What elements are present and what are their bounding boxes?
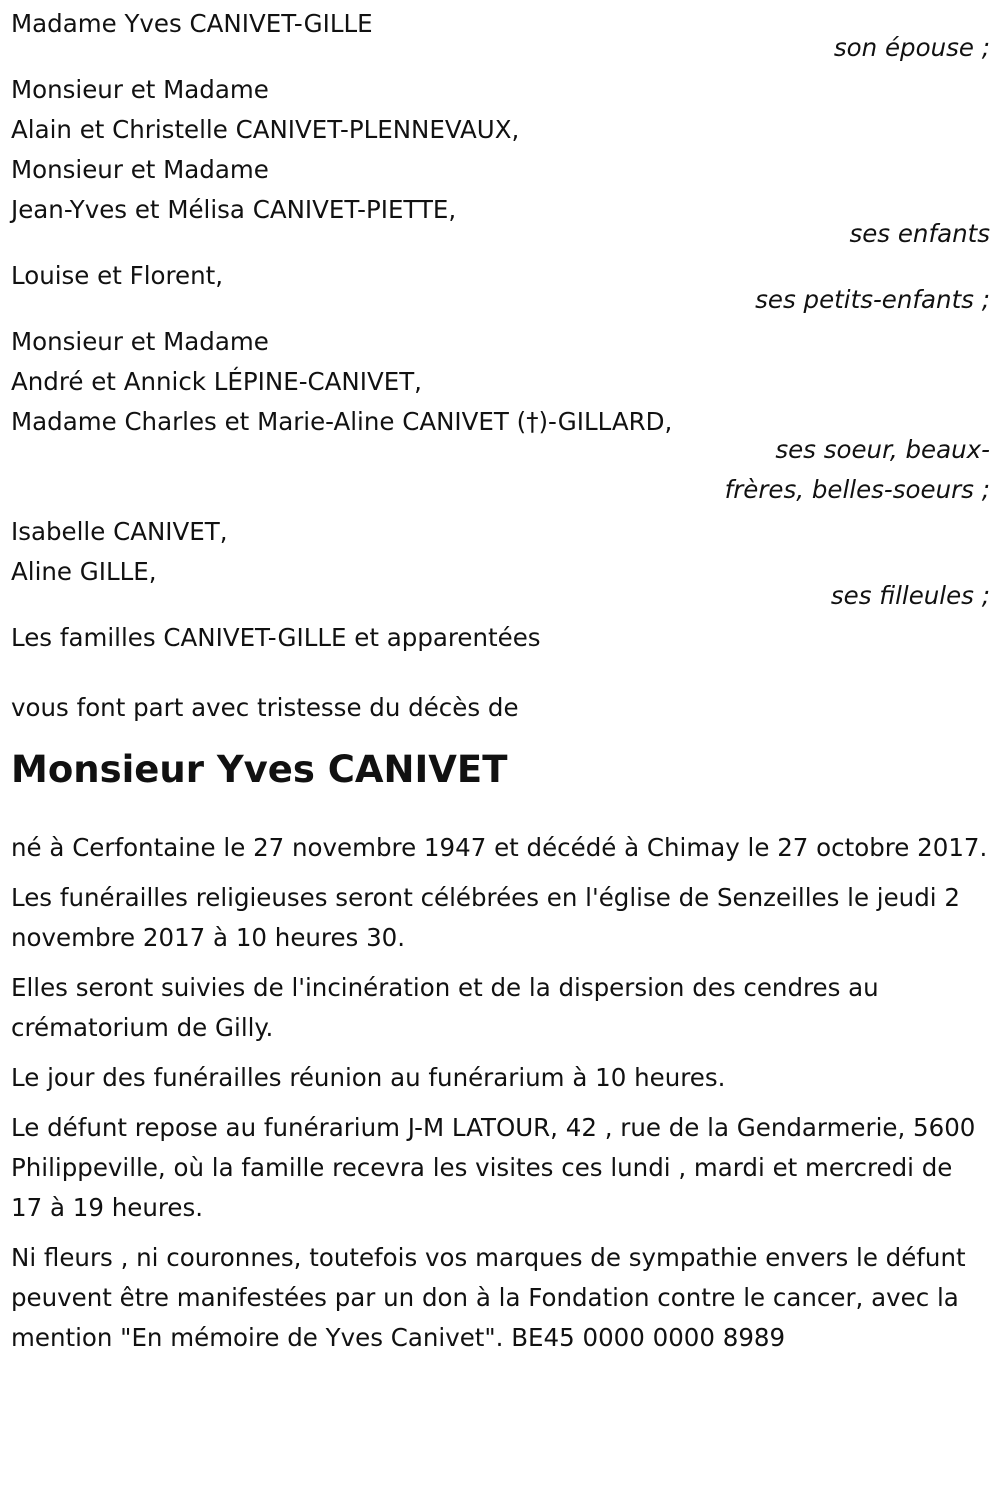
family-group-children — [11, 70, 990, 254]
funeral-paragraph: Les funérailles religieuses seront célébrées en l'église de Senzeilles le jeudi 2 novembre 2017 à 10 heures 30. — [11, 883, 960, 952]
family-line: Les familles CANIVET-GILLE et apparentées — [11, 623, 541, 652]
funeral-home-paragraph: Le défunt repose au funérarium J-M LATOUR, 42 , rue de la Gendarmerie, 5600 Philippeville, où la famille recevra les visites ces lundi , mardi et mercredi de 17 à 19 heures. — [11, 1113, 976, 1222]
family-group-spouse — [11, 4, 990, 68]
cremation-paragraph: Elles seront suivies de l'incinération et de la dispersion des cendres au crématorium de Gilly. — [11, 973, 879, 1042]
family-line: Monsieur et Madame — [11, 327, 269, 356]
donation-paragraph: Ni fleurs , ni couronnes, toutefois vos marques de sympathie envers le défunt peuvent être manifestées par un don à la Fondation contre le cancer, avec la mention "En mémoire de Yves Canivet". BE45 0000 0000 8989 — [11, 1243, 966, 1352]
family-group-siblings — [11, 322, 990, 510]
family-role-grandchildren: ses petits-enfants ; — [755, 285, 990, 314]
announcement-text: vous font part avec tristesse du décès de — [11, 693, 519, 722]
family-line: Madame Charles et Marie-Aline CANIVET (†)-GILLARD, — [11, 407, 673, 436]
family-line: Monsieur et Madame — [11, 155, 269, 184]
family-line: Isabelle CANIVET, — [11, 517, 228, 546]
family-line: André et Annick LÉPINE-CANIVET, — [11, 367, 422, 396]
family-group-relatives — [11, 618, 990, 658]
family-group-goddaughters — [11, 512, 990, 616]
family-line: Aline GILLE, — [11, 557, 157, 586]
birth-death-paragraph: né à Cerfontaine le 27 novembre 1947 et décédé à Chimay le 27 octobre 2017. — [11, 833, 988, 862]
family-line: Monsieur et Madame — [11, 75, 269, 104]
family-line: Alain et Christelle CANIVET-PLENNEVAUX, — [11, 115, 520, 144]
family-line: Jean-Yves et Mélisa CANIVET-PIETTE, — [11, 195, 457, 224]
family-line: Madame Yves CANIVET-GILLE — [11, 9, 373, 38]
family-group-grandchildren — [11, 256, 990, 320]
family-role-children: ses enfants — [849, 219, 990, 248]
family-line: Louise et Florent, — [11, 261, 224, 290]
meeting-paragraph: Le jour des funérailles réunion au funérarium à 10 heures. — [11, 1063, 726, 1092]
family-role-goddaughters: ses filleules ; — [830, 581, 990, 610]
family-role-siblings: ses soeur, beaux-frères, belles-soeurs ; — [724, 435, 990, 504]
deceased-name: Monsieur Yves CANIVET — [11, 748, 508, 791]
family-role-spouse: son épouse ; — [833, 33, 990, 62]
